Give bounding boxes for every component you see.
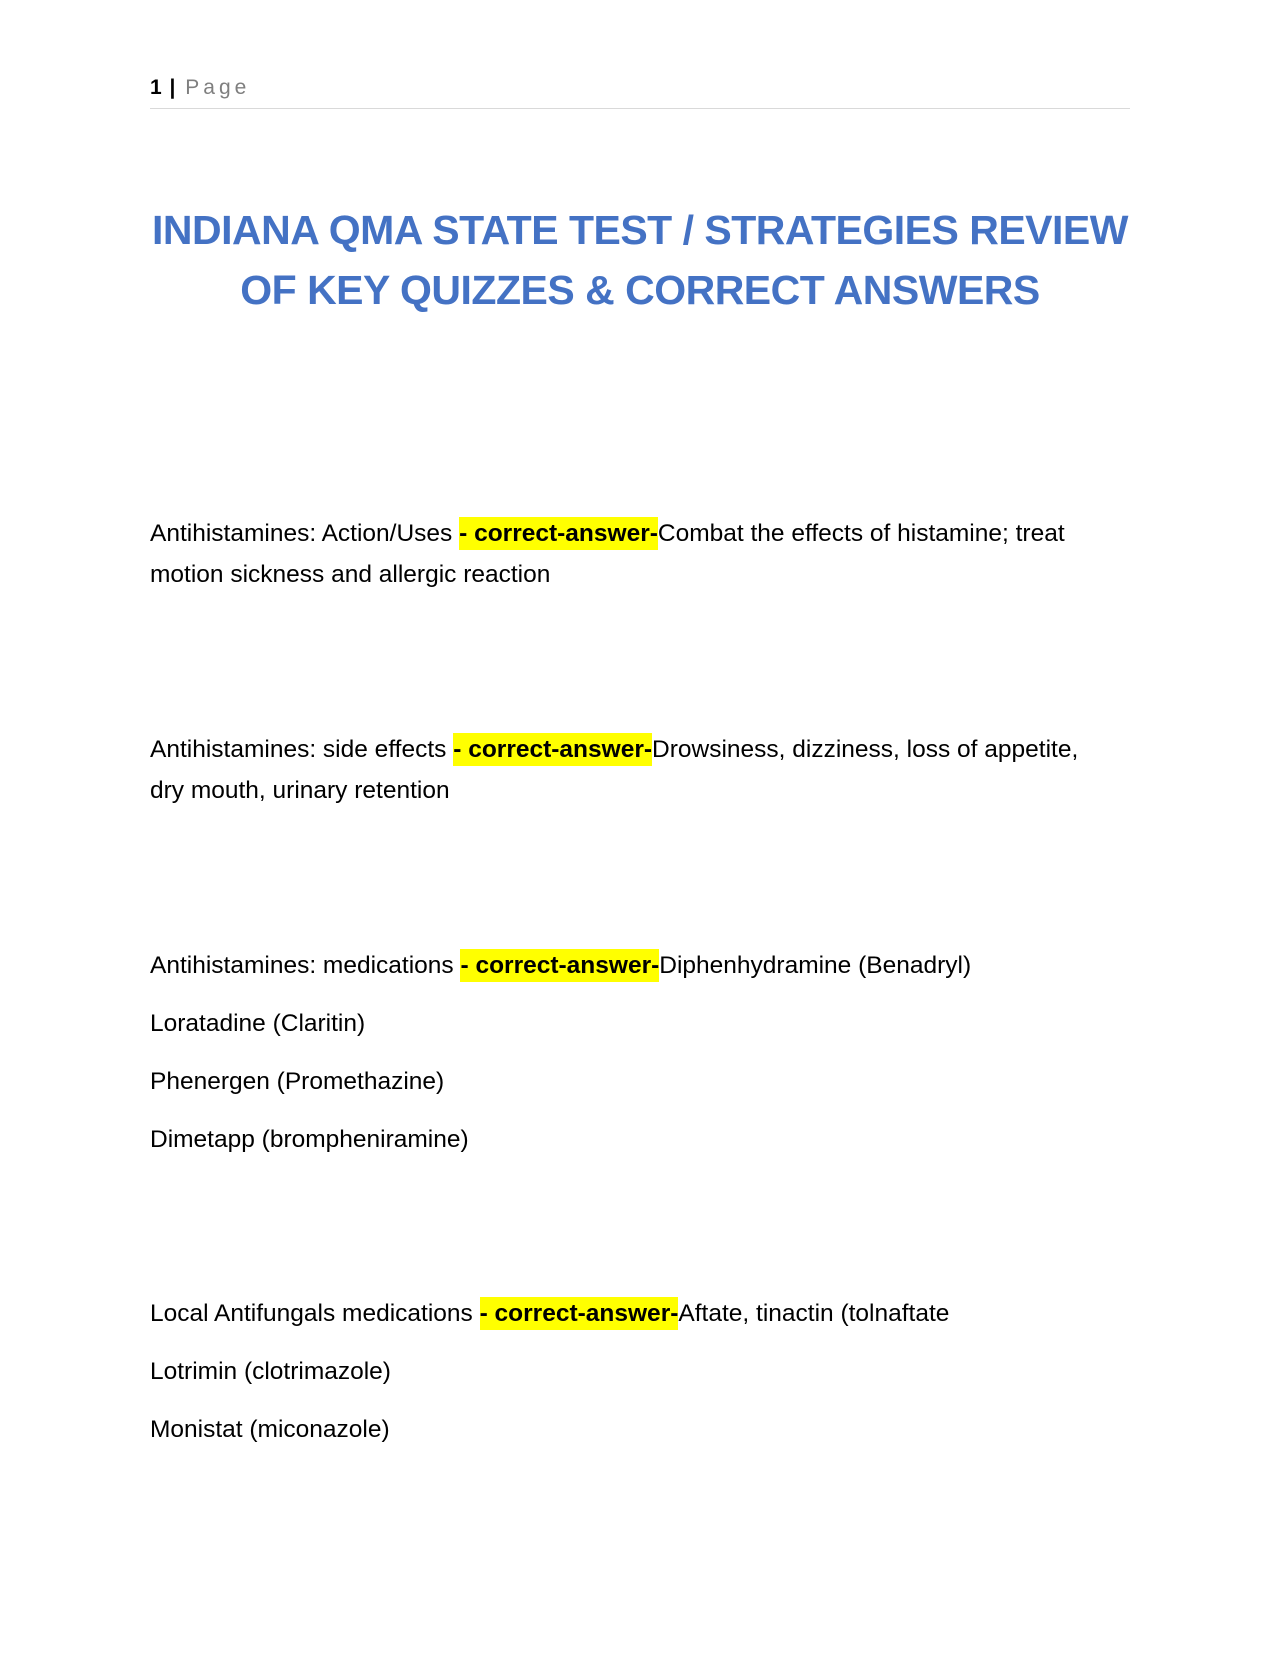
answer-line: Monistat (miconazole) xyxy=(150,1416,390,1443)
question-text: Local Antifungals medications xyxy=(150,1300,480,1327)
qa-text xyxy=(150,1293,1110,1334)
qa-text xyxy=(150,945,1110,986)
qa-item-antihistamine-medications xyxy=(150,945,1110,1160)
answer-text: Combat the effects of histamine; treat motion sickness and allergic reaction xyxy=(150,520,1065,588)
correct-answer-marker: - correct-answer- xyxy=(480,1297,679,1330)
qa-item-antihistamine-side-effects xyxy=(150,729,1110,811)
qa-text xyxy=(150,729,1110,811)
answer-line: Dimetapp (brompheniramine) xyxy=(150,1126,469,1153)
qa-item-antihistamine-uses xyxy=(150,513,1110,595)
answer-text: Aftate, tinactin (tolnaftate xyxy=(678,1300,950,1327)
question-text: Antihistamines: Action/Uses xyxy=(150,520,460,547)
answer-text: Diphenhydramine (Benadryl) xyxy=(659,952,972,979)
page-separator: | xyxy=(169,76,176,99)
qa-text xyxy=(150,513,1110,595)
question-text: Antihistamines: medications xyxy=(150,952,461,979)
answer-text: Drowsiness, dizziness, loss of appetite, dry mouth, urinary retention xyxy=(150,736,1079,804)
correct-answer-marker: - correct-answer- xyxy=(460,949,659,982)
answer-line: Phenergen (Promethazine) xyxy=(150,1068,445,1095)
page-header xyxy=(150,76,1130,109)
question-text: Antihistamines: side effects xyxy=(150,736,454,763)
qa-item-local-antifungals xyxy=(150,1293,1110,1450)
answer-line: Loratadine (Claritin) xyxy=(150,1010,366,1037)
title-line-2: OF KEY QUIZZES & CORRECT ANSWERS xyxy=(240,267,1040,313)
title-line-1: INDIANA QMA STATE TEST / STRATEGIES REVIEW xyxy=(152,207,1128,253)
correct-answer-marker: - correct-answer- xyxy=(459,517,658,550)
correct-answer-marker: - correct-answer- xyxy=(453,733,652,766)
page-label: Page xyxy=(185,76,251,99)
answer-line: Lotrimin (clotrimazole) xyxy=(150,1358,391,1385)
page-number: 1 xyxy=(150,76,162,99)
document-title xyxy=(140,200,1140,320)
